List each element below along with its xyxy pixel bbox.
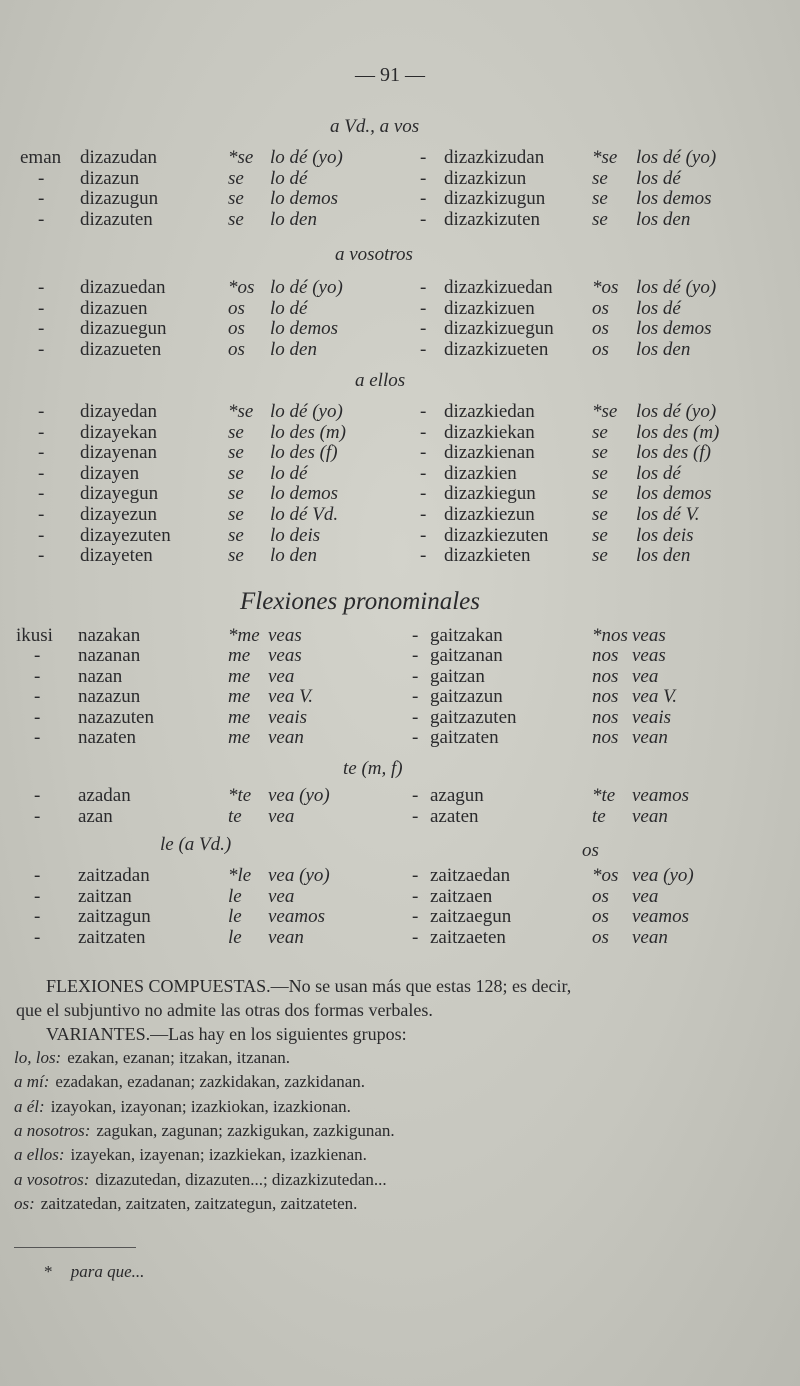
cell-pronominales-le-os-r3-m1: - [34,926,41,948]
cell-ellos-r7-b1: dizayeten [80,545,153,567]
cell-pronominales-me-r5-m1: - [34,727,41,748]
variante-row [14,1170,387,1190]
cell-pronominales-te-r0-s2: veamos [632,785,689,806]
cell-pronominales-le-os-r2-s2: veamos [632,906,689,927]
cell-pronominales-me-r3-b2: gaitzazun [430,686,503,708]
cell-ellos-r6-m2: - [420,524,427,546]
cell-pronominales-le-os-r2-m1: - [34,906,41,927]
cell-pronominales-me-r3-p1: me [228,686,251,708]
cell-vd-vos-r2-m1: - [38,188,45,209]
cell-vd-vos-r0-b2: dizazkizudan [444,147,545,168]
compuestas-line-2: que el subjuntivo no admite las otras dos formas verbales. [16,1000,433,1020]
cell-ellos-r6-s1: lo deis [270,524,321,546]
cell-pronominales-le-os-r1-m1: - [34,885,41,907]
cell-vosotros-r1-m2: - [420,297,427,319]
cell-pronominales-me-r1-p1: me [228,645,251,667]
cell-pronominales-le-os-r0-p1: *le [228,865,252,886]
cell-pronominales-me-r1-m2: - [412,645,419,667]
cell-pronominales-me-r0-s2: veas [632,625,666,646]
variante-label: a nosotros: [14,1120,91,1140]
cell-ellos-r7-m1: - [38,545,45,567]
cell-ellos-r2-b2: dizazkienan [444,442,535,464]
cell-pronominales-le-os-r0-m2: - [412,865,419,886]
heading-te-m-f: te (m, f) [343,758,403,779]
cell-pronominales-le-os-r0-s2: vea (yo) [632,865,694,886]
heading-a-vd-vos: a Vd., a vos [330,116,420,137]
heading-a-ellos: a ellos [355,370,406,391]
cell-ellos-r2-p2: se [592,442,608,464]
heading-flexiones-pronominales: Flexiones pronominales [240,588,481,615]
cell-ellos-r0-s1: lo dé (yo) [270,401,343,422]
cell-pronominales-me-r5-m2: - [412,727,419,748]
cell-pronominales-me-r1-b1: nazanan [78,645,141,667]
cell-ellos-r1-b1: dizayekan [80,421,158,443]
variante-label: a él: [14,1096,45,1116]
cell-ellos-r5-b1: dizayezun [80,504,158,525]
cell-vd-vos-r2-b1: dizazugun [80,188,159,209]
cell-pronominales-me-r4-p1: me [228,706,251,728]
cell-ellos-r1-s2: los des (m) [636,421,720,443]
cell-vd-vos-r1-p1: se [228,167,244,189]
cell-vd-vos-r1-m1: - [38,167,45,189]
cell-pronominales-me-r1-s2: veas [632,645,666,667]
cell-pronominales-te-r1-s2: vean [632,806,668,827]
cell-ellos-r3-p2: se [592,462,608,484]
cell-pronominales-te-r1-p1: te [228,806,242,827]
variante-row [14,1097,351,1117]
cell-vd-vos-r3-b1: dizazuten [80,208,153,230]
cell-pronominales-le-os-r1-m2: - [412,885,419,907]
cell-pronominales-me-r4-b1: nazazuten [78,706,154,728]
cell-ellos-r0-p1: *se [228,401,254,422]
cell-ellos-r0-p2: *se [592,401,618,422]
cell-vd-vos-r1-b2: dizazkizun [444,167,527,189]
cell-vosotros-r3-s1: lo den [270,338,317,360]
cell-vd-vos-r3-s1: lo den [270,208,317,230]
cell-vosotros-r2-b2: dizazkizuegun [444,318,554,339]
cell-ellos-r1-s1: lo des (m) [270,421,346,443]
cell-ellos-r2-m2: - [420,442,427,464]
cell-pronominales-me-r1-b2: gaitzanan [430,645,503,667]
cell-pronominales-me-r3-s1: vea V. [268,686,314,708]
cell-pronominales-le-os-r2-m2: - [412,906,419,927]
cell-pronominales-me-r0-b2: gaitzakan [430,625,503,646]
cell-vd-vos-r3-m2: - [420,208,427,230]
cell-pronominales-te-r1-p2: te [592,806,606,827]
cell-ellos-r6-b2: dizazkiezuten [444,524,549,546]
cell-ellos-r6-p2: se [592,524,608,546]
cell-ellos-r4-b2: dizazkiegun [444,483,536,505]
cell-pronominales-me-r4-m2: - [412,706,419,728]
cell-ellos-r7-s2: los den [636,545,691,567]
lead-eman: eman [20,147,62,168]
cell-pronominales-me-r5-p2: nos [592,727,619,748]
cell-pronominales-le-os-r0-p2: *os [592,865,619,886]
cell-pronominales-me-r0-p2: *nos [592,625,628,646]
cell-vosotros-r0-b2: dizazkizuedan [444,277,553,298]
cell-pronominales-le-os-r1-b1: zaitzan [78,885,132,907]
cell-ellos-r5-b2: dizazkiezun [444,504,535,525]
cell-pronominales-le-os-r3-p2: os [592,926,609,948]
cell-pronominales-me-r1-s1: veas [268,645,302,667]
cell-ellos-r2-b1: dizayenan [80,442,158,464]
cell-vosotros-r2-m2: - [420,318,427,339]
cell-pronominales-me-r3-m1: - [34,686,41,708]
cell-vd-vos-r2-m2: - [420,188,427,209]
cell-vosotros-r2-p2: os [592,318,609,339]
cell-pronominales-me-r5-s1: vean [268,727,304,748]
cell-vosotros-r1-s1: lo dé [270,297,308,319]
cell-pronominales-le-os-r0-m1: - [34,865,41,886]
cell-vd-vos-r2-b2: dizazkizugun [444,188,546,209]
cell-pronominales-le-os-r2-p2: os [592,906,609,927]
cell-vosotros-r0-s1: lo dé (yo) [270,277,343,298]
cell-pronominales-me-r0-s1: veas [268,625,302,646]
cell-pronominales-te-r1-m1: - [34,806,41,827]
cell-ellos-r7-s1: lo den [270,545,317,567]
cell-vosotros-r0-s2: los dé (yo) [636,277,717,298]
cell-pronominales-me-r5-b2: gaitzaten [430,727,499,748]
cell-pronominales-le-os-r1-p2: os [592,885,609,907]
cell-vd-vos-r3-p2: se [592,208,608,230]
cell-vosotros-r3-s2: los den [636,338,691,360]
variante-text: izayokan, izayonan; izazkiokan, izazkionan. [50,1096,351,1116]
cell-pronominales-le-os-r0-b1: zaitzadan [78,865,150,886]
cell-vd-vos-r1-p2: se [592,167,608,189]
cell-pronominales-te-r1-s1: vea [268,806,295,827]
cell-vd-vos-r2-s1: lo demos [270,188,339,209]
cell-ellos-r1-b2: dizazkiekan [444,421,535,443]
variante-row [14,1194,357,1214]
cell-pronominales-te-r0-m2: - [412,785,419,806]
variante-text: izayekan, izayenan; izazkiekan, izazkienan. [70,1145,367,1165]
cell-vd-vos-r1-m2: - [420,167,427,189]
cell-ellos-r3-p1: se [228,462,244,484]
cell-pronominales-me-r4-s2: veais [632,706,672,728]
heading-le-a-vd: le (a Vd.) [160,834,232,855]
cell-vd-vos-r0-p1: *se [228,147,254,168]
cell-pronominales-me-r3-b1: nazazun [78,686,141,708]
cell-ellos-r4-p2: se [592,483,608,505]
cell-vosotros-r1-b1: dizazuen [80,297,148,319]
cell-pronominales-me-r4-s1: veais [268,706,308,728]
cell-pronominales-me-r2-p2: nos [592,665,619,687]
cell-ellos-r2-m1: - [38,442,45,464]
variante-label: a vosotros: [14,1169,90,1189]
cell-vd-vos-r1-b1: dizazun [80,167,140,189]
cell-pronominales-me-r0-p1: *me [228,625,260,646]
cell-vosotros-r2-s2: los demos [636,318,712,339]
cell-vd-vos-r0-b1: dizazudan [80,147,158,168]
variantes-intro: VARIANTES.—Las hay en los siguientes grupos: [46,1024,407,1044]
variante-text: ezakan, ezanan; itzakan, itzanan. [67,1048,290,1067]
footnote-text: para que... [70,1262,145,1281]
cell-pronominales-me-r2-s2: vea [632,665,659,687]
cell-ellos-r6-m1: - [38,524,45,546]
cell-vosotros-r3-m1: - [38,338,45,360]
cell-vd-vos-r3-m1: - [38,208,45,230]
cell-pronominales-le-os-r1-p1: le [228,885,242,907]
cell-vd-vos-r3-b2: dizazkizuten [444,208,541,230]
footnote-divider [14,1247,136,1248]
cell-pronominales-me-r4-m1: - [34,706,41,728]
cell-pronominales-me-r5-p1: me [228,727,251,748]
cell-pronominales-te-r1-m2: - [412,806,419,827]
cell-ellos-r7-m2: - [420,545,427,567]
cell-vosotros-r2-m1: - [38,318,45,339]
cell-vosotros-r0-m1: - [38,277,45,298]
cell-ellos-r4-s2: los demos [636,483,712,505]
cell-pronominales-te-r0-s1: vea (yo) [268,785,330,806]
cell-pronominales-le-os-r0-b2: zaitzaedan [430,865,511,886]
cell-pronominales-me-r2-s1: vea [268,665,295,687]
cell-ellos-r4-b1: dizayegun [80,483,159,505]
heading-os: os [582,840,599,861]
cell-ellos-r2-s1: lo des (f) [270,442,338,464]
cell-pronominales-le-os-r2-b2: zaitzaegun [430,906,512,927]
cell-pronominales-te-r0-m1: - [34,785,41,806]
cell-ellos-r1-m1: - [38,421,45,443]
cell-vosotros-r1-b2: dizazkizuen [444,297,535,319]
footnote [44,1262,144,1282]
cell-vd-vos-r3-s2: los den [636,208,691,230]
page-number: — 91 — [355,64,425,86]
cell-pronominales-me-r4-b2: gaitzazuten [430,706,517,728]
cell-pronominales-te-r0-p1: *te [228,785,252,806]
variante-label: os: [14,1193,35,1213]
cell-vosotros-r3-p2: os [592,338,609,360]
variante-label: a ellos: [14,1145,65,1165]
cell-pronominales-me-r2-m2: - [412,665,419,687]
cell-ellos-r0-b2: dizazkiedan [444,401,535,422]
cell-pronominales-le-os-r3-s2: vean [632,926,668,948]
cell-ellos-r3-s2: los dé [636,462,681,484]
cell-ellos-r1-m2: - [420,421,427,443]
cell-pronominales-le-os-r1-b2: zaitzaen [430,885,493,907]
cell-vd-vos-r0-p2: *se [592,147,618,168]
compuestas-paragraph [16,974,776,1046]
cell-pronominales-me-r0-b1: nazakan [78,625,141,646]
cell-ellos-r1-p1: se [228,421,244,443]
cell-pronominales-me-r2-b1: nazan [78,665,123,687]
cell-pronominales-le-os-r3-b1: zaitzaten [78,926,146,948]
cell-pronominales-te-r0-b1: azadan [78,785,131,806]
variante-text: dizazutedan, dizazuten...; dizazkizutedan... [95,1169,387,1189]
cell-ellos-r7-p2: se [592,545,608,567]
cell-ellos-r6-p1: se [228,524,244,546]
cell-vd-vos-r1-s1: lo dé [270,167,308,189]
cell-ellos-r5-s1: lo dé Vd. [270,504,339,525]
lead-ikusi: ikusi [16,625,53,646]
cell-pronominales-le-os-r2-s1: veamos [268,906,325,927]
cell-pronominales-te-r0-p2: *te [592,785,616,806]
cell-ellos-r4-s1: lo demos [270,483,339,505]
cell-ellos-r5-p1: se [228,504,244,525]
cell-ellos-r7-p1: se [228,545,244,567]
variante-label: lo, los: [14,1048,62,1067]
cell-vosotros-r1-p1: os [228,297,245,319]
variante-row [14,1048,290,1068]
cell-ellos-r3-m1: - [38,462,45,484]
cell-vosotros-r1-s2: los dé [636,297,681,319]
cell-ellos-r5-s2: los dé V. [636,504,700,525]
cell-pronominales-me-r4-p2: nos [592,706,619,728]
cell-vosotros-r2-s1: lo demos [270,318,339,339]
cell-vd-vos-r2-p1: se [228,188,244,209]
cell-vd-vos-r1-s2: los dé [636,167,681,189]
cell-pronominales-me-r1-p2: nos [592,645,619,667]
cell-pronominales-te-r1-b1: azan [78,806,113,827]
cell-vosotros-r0-p1: *os [228,277,255,298]
cell-ellos-r4-m1: - [38,483,45,505]
cell-ellos-r0-b1: dizayedan [80,401,158,422]
cell-vd-vos-r2-p2: se [592,188,608,209]
cell-pronominales-me-r2-b2: gaitzan [430,665,485,687]
cell-pronominales-le-os-r1-s2: vea [632,885,659,907]
cell-ellos-r3-b1: dizayen [80,462,140,484]
cell-pronominales-le-os-r3-b2: zaitzaeten [430,926,506,948]
cell-pronominales-me-r5-b1: nazaten [78,727,137,748]
cell-vosotros-r3-b2: dizazkizueten [444,338,549,360]
cell-pronominales-me-r2-p1: me [228,665,251,687]
cell-vd-vos-r3-p1: se [228,208,244,230]
cell-ellos-r5-p2: se [592,504,608,525]
cell-ellos-r7-b2: dizazkieten [444,545,531,567]
cell-vd-vos-r0-s1: lo dé (yo) [270,147,343,168]
cell-pronominales-me-r3-s2: vea V. [632,686,678,708]
cell-pronominales-le-os-r3-s1: vean [268,926,304,948]
footnote-mark: * [44,1262,53,1281]
cell-pronominales-me-r3-m2: - [412,686,419,708]
cell-vosotros-r3-m2: - [420,338,427,360]
cell-ellos-r5-m1: - [38,504,45,525]
cell-ellos-r0-m2: - [420,401,427,422]
cell-pronominales-le-os-r3-p1: le [228,926,242,948]
variante-row [14,1145,367,1165]
cell-vd-vos-r2-s2: los demos [636,188,712,209]
cell-ellos-r3-s1: lo dé [270,462,308,484]
cell-pronominales-me-r1-m1: - [34,645,41,667]
cell-vosotros-r1-p2: os [592,297,609,319]
cell-pronominales-le-os-r1-s1: vea [268,885,295,907]
cell-pronominales-le-os-r3-m2: - [412,926,419,948]
cell-pronominales-me-r2-m1: - [34,665,41,687]
cell-ellos-r6-s2: los deis [636,524,694,546]
cell-ellos-r2-s2: los des (f) [636,442,711,464]
cell-pronominales-le-os-r2-p1: le [228,906,242,927]
cell-pronominales-le-os-r0-s1: vea (yo) [268,865,330,886]
variante-label: a mí: [14,1072,50,1092]
cell-ellos-r2-p1: se [228,442,244,464]
cell-pronominales-me-r5-s2: vean [632,727,668,748]
cell-ellos-r6-b1: dizayezuten [80,524,171,546]
cell-vosotros-r1-m1: - [38,297,45,319]
cell-vosotros-r0-b1: dizazuedan [80,277,166,298]
cell-vosotros-r0-p2: *os [592,277,619,298]
cell-pronominales-le-os-r2-b1: zaitzagun [78,906,151,927]
variante-row [14,1121,395,1141]
cell-ellos-r1-p2: se [592,421,608,443]
heading-a-vosotros: a vosotros [335,244,413,265]
cell-pronominales-te-r0-b2: azagun [430,785,484,806]
cell-vosotros-r3-b1: dizazueten [80,338,162,360]
variante-text: zaitzatedan, zaitzaten, zaitzategun, zaitzateten. [40,1193,358,1213]
cell-vd-vos-r0-s2: los dé (yo) [636,147,717,168]
cell-ellos-r5-m2: - [420,504,427,525]
compuestas-line-1: FLEXIONES COMPUESTAS.—No se usan más que estas 128; es decir, [46,976,572,996]
cell-pronominales-me-r0-m2: - [412,625,419,646]
cell-ellos-r0-s2: los dé (yo) [636,401,717,422]
cell-ellos-r3-b2: dizazkien [444,462,517,484]
cell-ellos-r4-m2: - [420,483,427,505]
cell-vosotros-r3-p1: os [228,338,245,360]
cell-vosotros-r2-b1: dizazuegun [80,318,167,339]
cell-ellos-r3-m2: - [420,462,427,484]
cell-vd-vos-r0-m2: - [420,147,427,168]
cell-vosotros-r0-m2: - [420,277,427,298]
cell-ellos-r0-m1: - [38,401,45,422]
variante-row [14,1072,365,1092]
cell-ellos-r4-p1: se [228,483,244,505]
cell-pronominales-te-r1-b2: azaten [430,806,479,827]
cell-vosotros-r2-p1: os [228,318,245,339]
cell-pronominales-me-r3-p2: nos [592,686,619,708]
variante-text: ezadakan, ezadanan; zazkidakan, zazkidanan. [55,1072,365,1092]
variante-text: zagukan, zagunan; zazkigukan, zazkigunan. [96,1120,395,1140]
